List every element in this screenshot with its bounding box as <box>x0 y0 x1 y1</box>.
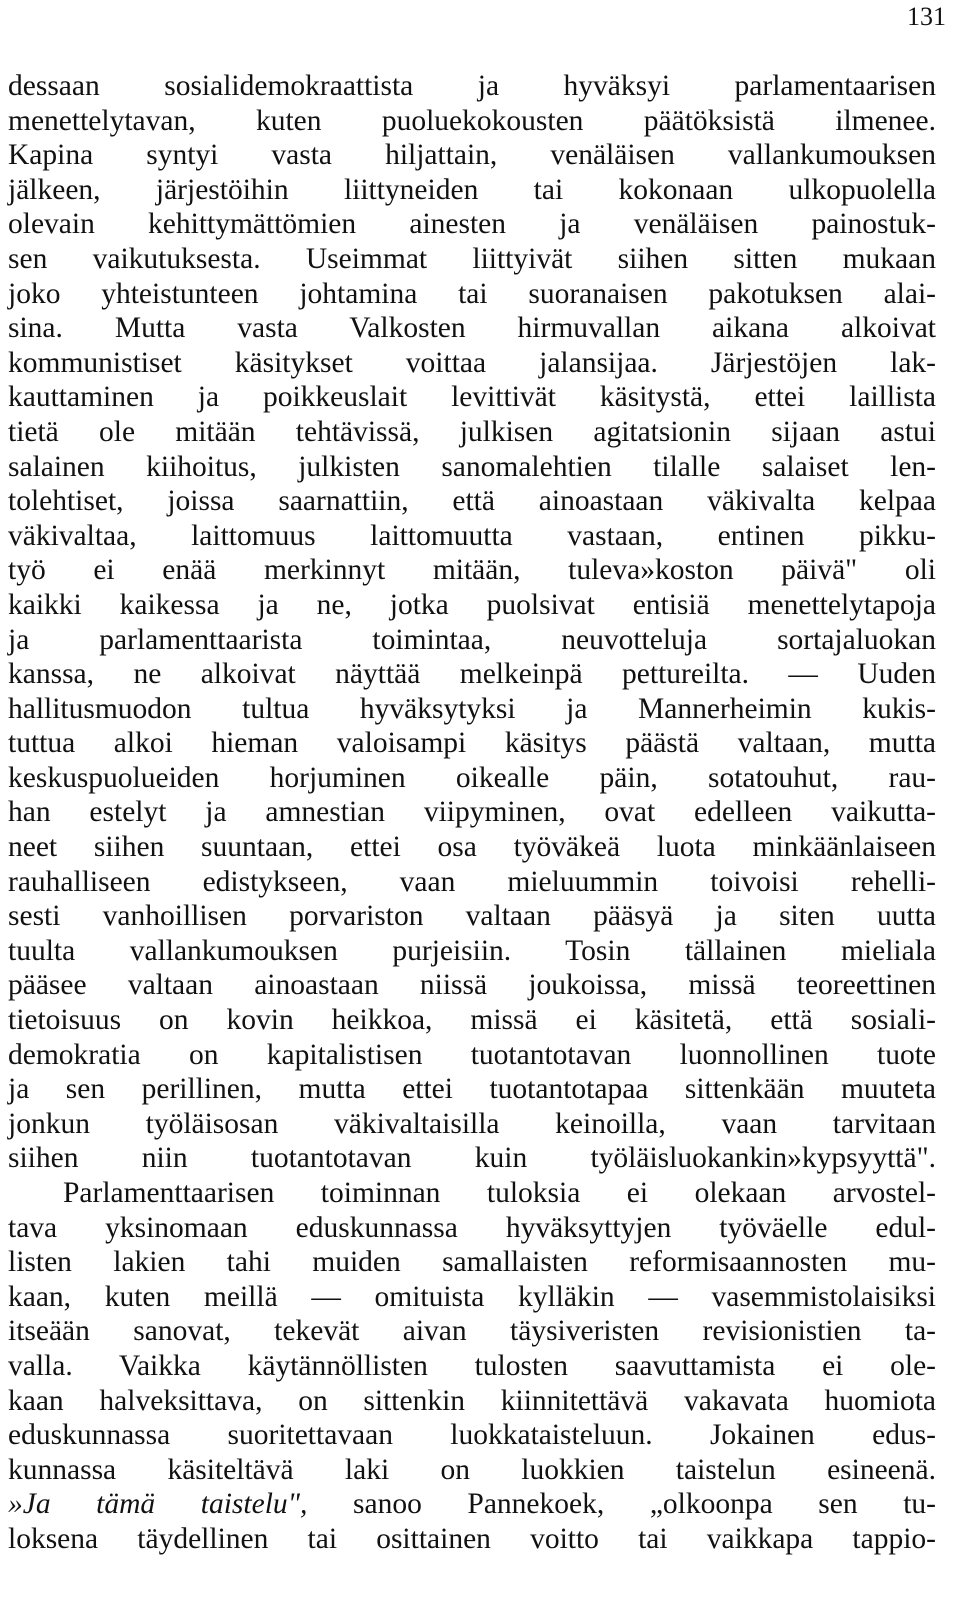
text-line: tolehtiset, joissa saarnattiin, että ainoastaan väkivalta kelpaa <box>8 485 936 518</box>
text-line: tuttua alkoi hieman valoisampi käsitys päästä valtaan, mutta <box>8 727 936 760</box>
text-line: loksena täydellinen tai osittainen voitto tai vaikkapa tappio- <box>8 1522 936 1555</box>
quote-line-rest: sanoo Pannekoek, „olkoonpa sen tu- <box>307 1488 936 1521</box>
text-line: han estelyt ja amnestian viipyminen, ovat edelleen vaikutta- <box>8 796 936 829</box>
quote-line <box>8 1487 936 1522</box>
text-line: dessaan sosialidemokraattista ja hyväksyi parlamentaarisen <box>8 70 936 102</box>
text-line: sina. Mutta vasta Valkosten hirmuvallan aikana alkoivat <box>8 312 936 345</box>
text-line: tuulta vallankumouksen purjeisiin. Tosin tällainen mieliala <box>8 934 936 967</box>
text-line: tietä ole mitään tehtävissä, julkisen agitatsionin sijaan astui <box>8 415 936 448</box>
text-line: valla. Vaikka käytännöllisten tulosten saavuttamista ei ole- <box>8 1349 936 1382</box>
italic-quote: »Ja tämä taistelu", <box>8 1488 308 1521</box>
text-line: jälkeen, järjestöihin liittyneiden tai kokonaan ulkopuolella <box>8 173 936 206</box>
text-line: Kapina syntyi vasta hiljattain, venäläisen vallankumouksen <box>8 139 936 172</box>
text-line: menettelytavan, kuten puoluekokousten päätöksistä ilmenee. <box>8 104 936 137</box>
text-line: sesti vanhoillisen porvariston valtaan pääsyä ja siten uutta <box>8 900 936 933</box>
text-line: ja parlamenttaarista toimintaa, neuvotteluja sortajaluokan <box>8 623 936 656</box>
text-line: listen lakien tahi muiden samallaisten reformisaannosten mu- <box>8 1246 936 1279</box>
text-line: olevain kehittymättömien ainesten ja venäläisen painostuk- <box>8 208 936 241</box>
paragraph-start-line: Parlamenttaarisen toiminnan tuloksia ei olekaan arvostel- <box>63 1177 936 1209</box>
text-line: neet siihen suuntaan, ettei osa työväkeä luota minkäänlaiseen <box>8 831 936 864</box>
text-line: hallitusmuodon tultua hyväksytyksi ja Mannerheimin kukis- <box>8 692 936 725</box>
text-line: keskuspuolueiden horjuminen oikealle päin, sotatouhut, rau- <box>8 761 936 794</box>
text-line: demokratia on kapitalistisen tuotantotavan luonnollinen tuote <box>8 1038 936 1071</box>
text-line: tava yksinomaan eduskunnassa hyväksyttyjen työväelle edul- <box>8 1211 936 1244</box>
text-line: siihen niin tuotantotavan kuin työläisluokankin»kypsyyttä". <box>8 1142 936 1175</box>
text-line: kaikki kaikessa ja ne, jotka puolsivat entisiä menettelytapoja <box>8 588 936 621</box>
text-line: jonkun työläisosan väkivaltaisilla keinoilla, vaan tarvitaan <box>8 1107 936 1140</box>
text-line: rauhalliseen edistykseen, vaan mieluummin toivoisi rehelli- <box>8 865 936 898</box>
text-line: pääsee valtaan ainoastaan niissä joukoissa, missä teoreettinen <box>8 969 936 1002</box>
text-line: joko yhteistunteen johtamina tai suoranaisen pakotuksen alai- <box>8 277 936 310</box>
text-line: salainen kiihoitus, julkisten sanomalehtien tilalle salaiset len- <box>8 450 936 483</box>
text-line: kanssa, ne alkoivat näyttää melkeinpä pettureilta. — Uuden <box>8 658 936 691</box>
text-line: tietoisuus on kovin heikkoa, missä ei käsitetä, että sosiali- <box>8 1004 936 1037</box>
body-text <box>8 69 936 1557</box>
text-line: työ ei enää merkinnyt mitään, tuleva»koston päivä" oli <box>8 554 936 587</box>
text-line: kommunistiset käsitykset voittaa jalansijaa. Järjestöjen lak- <box>8 346 936 379</box>
text-line: väkivaltaa, laittomuus laittomuutta vastaan, entinen pikku- <box>8 519 936 552</box>
text-line: eduskunnassa suoritettavaan luokkataisteluun. Jokainen edus- <box>8 1419 936 1452</box>
page-number: 131 <box>907 2 946 31</box>
text-line: kaan, kuten meillä — omituista kylläkin — vasemmistolaisiksi <box>8 1280 936 1313</box>
text-line: kauttaminen ja poikkeuslait levittivät käsitystä, ettei laillista <box>8 381 936 414</box>
text-line: kaan halveksittava, on sittenkin kiinnitettävä vakavata huomiota <box>8 1384 936 1417</box>
text-line: itseään sanovat, tekevät aivan täysiveristen revisionistien ta- <box>8 1315 936 1348</box>
text-line: kunnassa käsiteltävä laki on luokkien taistelun esineenä. <box>8 1453 936 1486</box>
text-line: sen vaikutuksesta. Useimmat liittyivät siihen sitten mukaan <box>8 242 936 275</box>
text-line: ja sen perillinen, mutta ettei tuotantotapaa sittenkään muuteta <box>8 1073 936 1106</box>
